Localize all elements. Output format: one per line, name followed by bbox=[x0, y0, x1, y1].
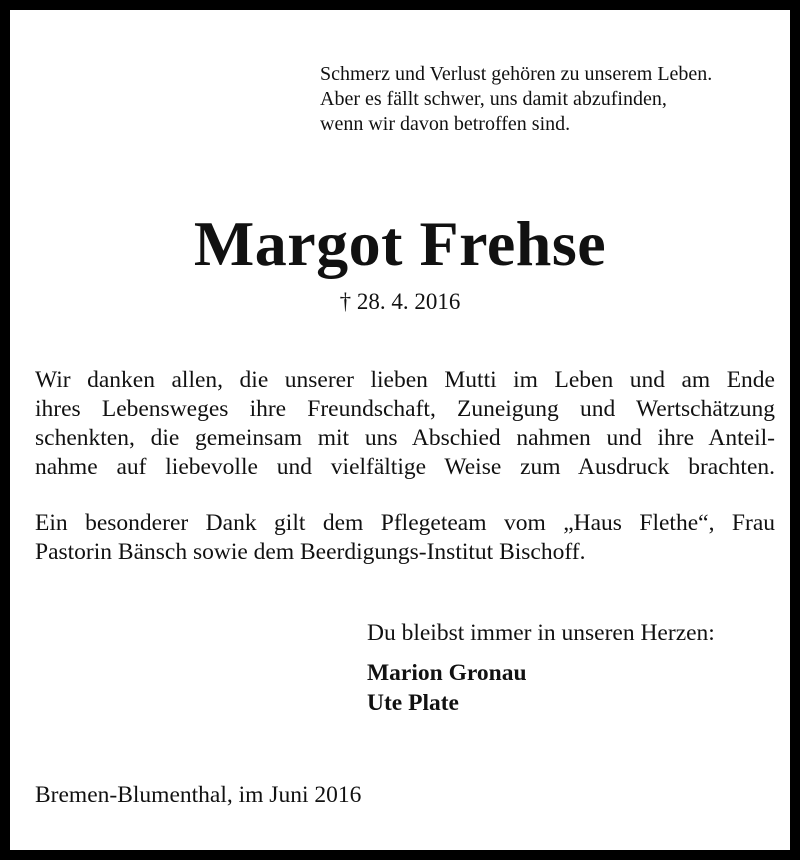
thanks-line: Wir danken allen, die unserer lieben Mutti im Leben und am Ende bbox=[35, 367, 775, 393]
deceased-name: Margot Frehse bbox=[193, 208, 607, 279]
closing-line: Du bleibst immer in unseren Herzen: bbox=[367, 620, 715, 646]
thanks-line: nahme auf liebevolle und vielfältige Weise zum Ausdruck brachten. bbox=[35, 454, 775, 480]
motto-line: Aber es fällt schwer, uns damit abzufinden, bbox=[320, 88, 667, 110]
thanks-line: schenkten, die gemeinsam mit uns Abschied nahmen und ihre Anteil- bbox=[35, 425, 775, 451]
special-thanks-paragraph bbox=[35, 509, 775, 567]
place-date: Bremen-Blumenthal, im Juni 2016 bbox=[35, 782, 362, 808]
thanks-paragraph bbox=[35, 366, 775, 482]
death-date: † 28. 4. 2016 bbox=[339, 289, 461, 314]
signer-name: Marion Gronau bbox=[367, 660, 527, 686]
signer-name: Ute Plate bbox=[367, 690, 459, 716]
special-thanks-line: Pastorin Bänsch sowie dem Beerdigungs-Institut Bischoff. bbox=[35, 539, 586, 565]
special-thanks-line: Ein besonderer Dank gilt dem Pflegeteam vom „Haus Flethe“, Frau bbox=[35, 510, 775, 536]
motto-quote bbox=[320, 62, 712, 137]
motto-line: Schmerz und Verlust gehören zu unserem Leben. bbox=[320, 63, 713, 85]
motto-line: wenn wir davon betroffen sind. bbox=[320, 113, 571, 135]
signers bbox=[367, 658, 527, 718]
thanks-line: ihres Lebensweges ihre Freundschaft, Zuneigung und Wertschätzung bbox=[35, 396, 775, 422]
